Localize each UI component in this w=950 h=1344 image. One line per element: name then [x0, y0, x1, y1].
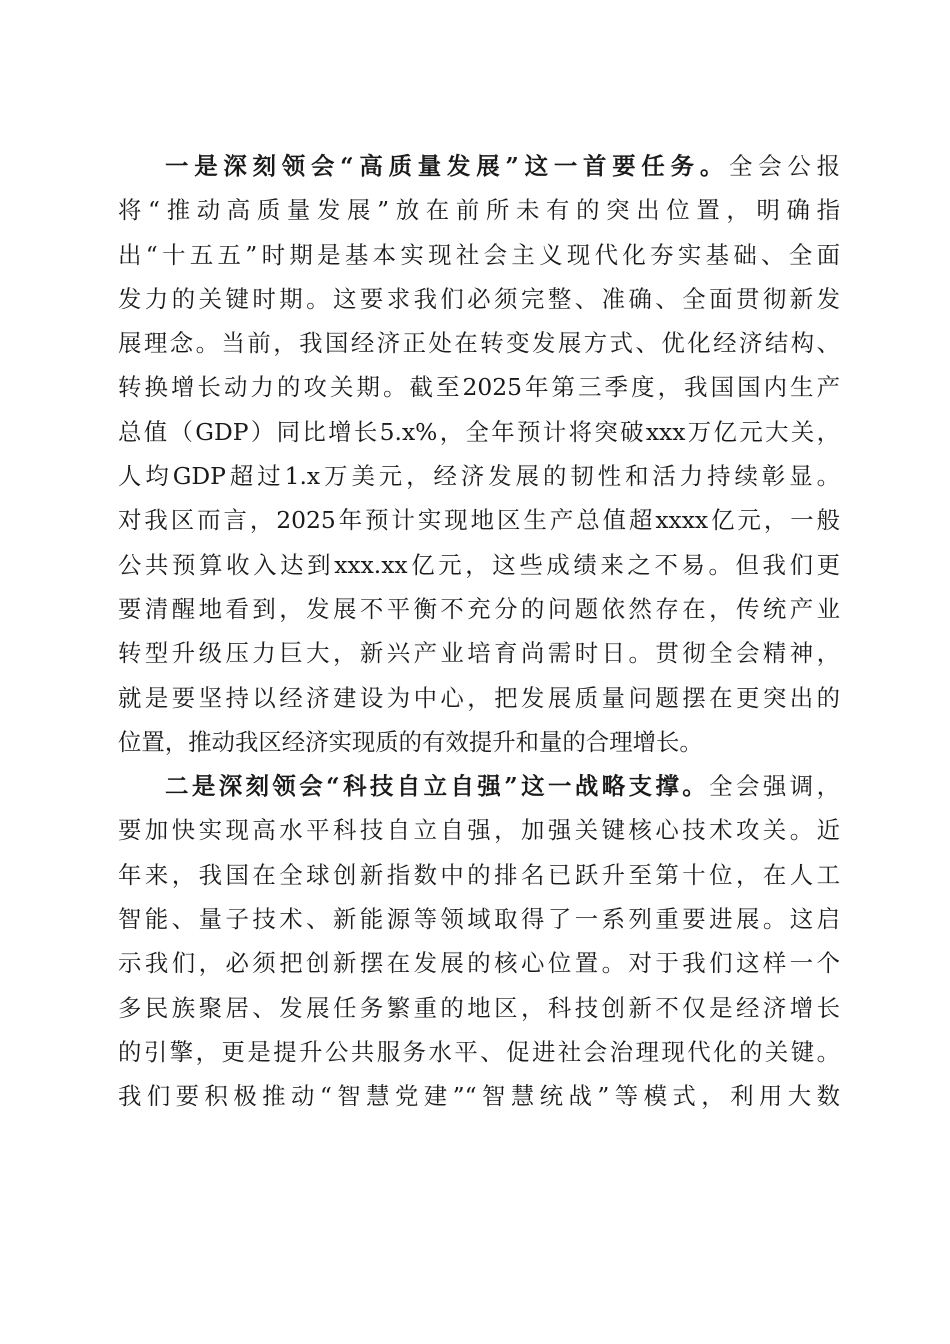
paragraph-1-line: 总值（GDP）同比增长5.x%，全年预计将突破xxx万亿元大关，: [118, 417, 840, 446]
paragraph-1-line: 要清醒地看到，发展不平衡不充分的问题依然存在，传统产业: [118, 594, 840, 623]
paragraph-1-line: 就是要坚持以经济建设为中心，把发展质量问题摆在更突出的: [118, 683, 840, 712]
paragraph-1-line-1: [118, 144, 840, 188]
paragraph-1-line: 人均GDP超过1.x万美元，经济发展的韧性和活力持续彰显。: [118, 462, 840, 491]
paragraph-1-line: 展理念。当前，我国经济正处在转变发展方式、优化经济结构、: [118, 329, 840, 358]
paragraph-2-line-1: [118, 764, 840, 808]
paragraph-2-lead: 二是深刻领会“科技自立自强”这一战略支撑。: [165, 772, 710, 801]
paragraph-1-text: 全会公报: [729, 152, 840, 180]
paragraph-1-line: 公共预算收入达到xxx.xx亿元，这些成绩来之不易。但我们更: [118, 550, 840, 579]
paragraph-2-line: 我们要积极推动“智慧党建”“智慧统战”等模式，利用大数: [118, 1082, 840, 1111]
paragraph-2-line: 智能、量子技术、新能源等领域取得了一系列重要进展。这启: [118, 905, 840, 934]
paragraph-1-line: 转换增长动力的攻关期。截至2025年第三季度，我国国内生产: [118, 373, 840, 402]
paragraph-1-line: 转型升级压力巨大，新兴产业培育尚需时日。贯彻全会精神，: [118, 639, 840, 668]
paragraph-1-line: 对我区而言，2025年预计实现地区生产总值超xxxx亿元，一般: [118, 506, 840, 535]
paragraph-2-line: 要加快实现高水平科技自立自强，加强关键核心技术攻关。近: [118, 816, 840, 845]
paragraph-1-line: 将“推动高质量发展”放在前所未有的突出位置，明确指: [118, 196, 840, 225]
paragraph-1-line: 发力的关键时期。这要求我们必须完整、准确、全面贯彻新发: [118, 284, 840, 313]
body-text: [118, 144, 840, 1119]
paragraph-2-line: 年来，我国在全球创新指数中的排名已跃升至第十位，在人工: [118, 860, 840, 889]
paragraph-2-text: 全会强调，: [709, 772, 840, 801]
paragraph-1-line: 出“十五五”时期是基本实现社会主义现代化夯实基础、全面: [118, 240, 840, 269]
paragraph-1-lead: 一是深刻领会“高质量发展”这一首要任务。: [165, 152, 730, 180]
paragraph-2-line: 的引擎，更是提升公共服务水平、促进社会治理现代化的关键。: [118, 1037, 840, 1066]
paragraph-1-line: 位置，推动我区经济实现质的有效提升和量的合理增长。: [118, 727, 703, 756]
paragraph-2-line: 示我们，必须把创新摆在发展的核心位置。对于我们这样一个: [118, 949, 840, 978]
paragraph-2-line: 多民族聚居、发展任务繁重的地区，科技创新不仅是经济增长: [118, 993, 840, 1022]
